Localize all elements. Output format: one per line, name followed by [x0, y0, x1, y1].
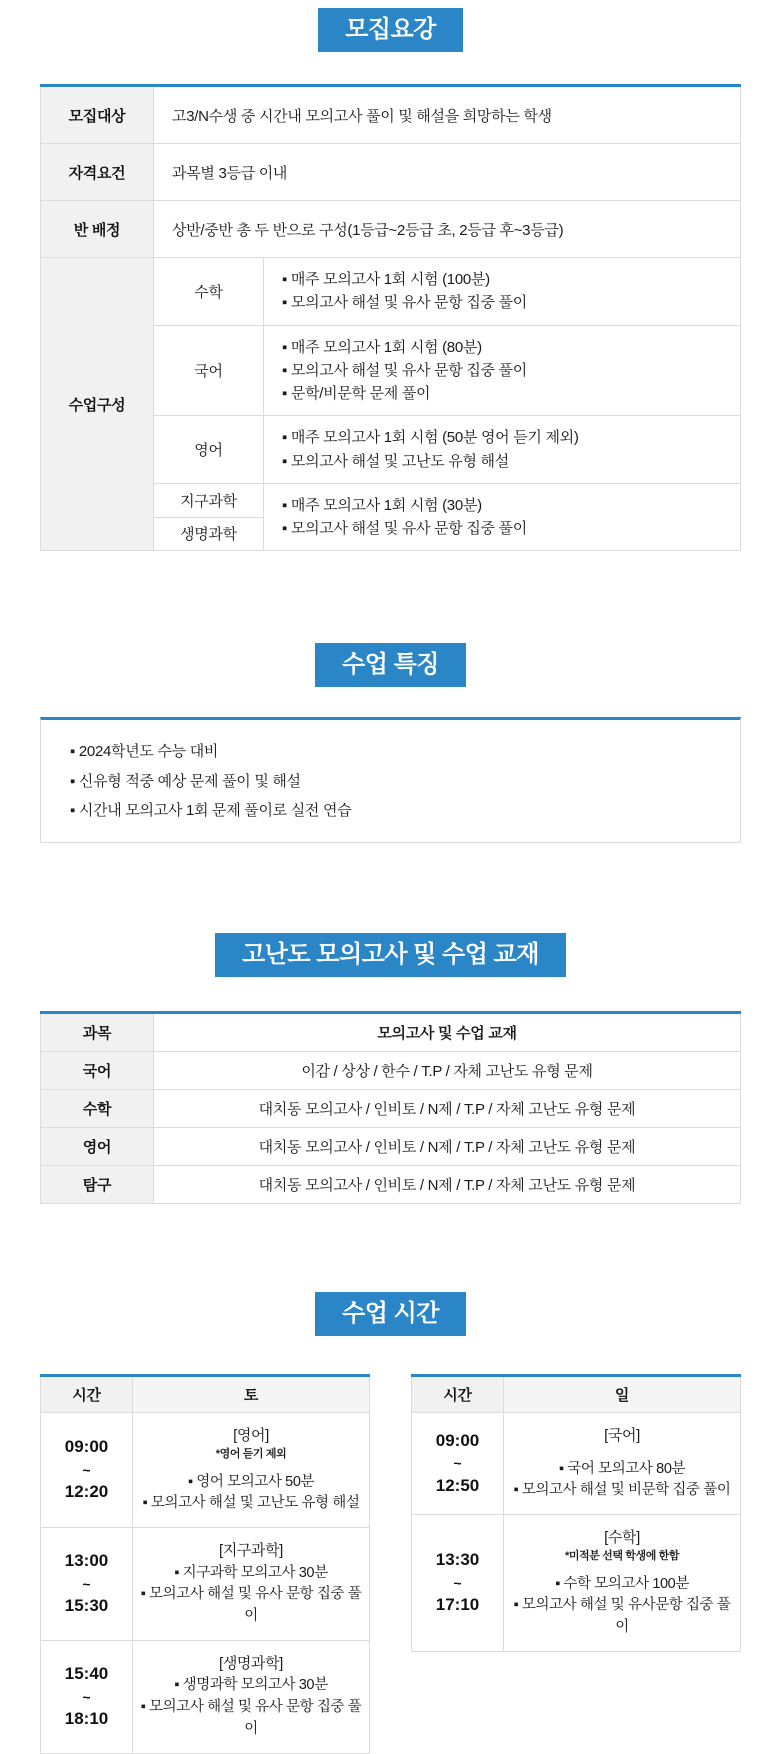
bullet-item: ▪ 매주 모의고사 1회 시험 (30분)	[282, 496, 482, 514]
time-end: 12:20	[64, 1482, 109, 1502]
row-label-target: 모집대상	[41, 86, 154, 144]
table-row	[41, 1052, 741, 1090]
time-tilde: ~	[82, 1688, 91, 1705]
lesson-items	[139, 1472, 363, 1516]
time-end: 15:30	[64, 1596, 109, 1616]
recruit-table	[40, 84, 741, 551]
features-box	[40, 717, 741, 843]
table-row	[41, 1528, 370, 1641]
table-header-row	[41, 1013, 741, 1052]
lesson-title: [생명과학]	[219, 1654, 283, 1672]
row-value-qualification: 과목별 3등급 이내	[154, 144, 741, 201]
bullet-item: ▪ 생명과학 모의고사 30분	[174, 1677, 328, 1694]
curriculum-english-items	[264, 416, 741, 484]
lesson-cell-life-science	[133, 1640, 370, 1753]
bullet-item: ▪ 모의고사 해설 및 유사 문항 집중 풀이	[282, 294, 527, 312]
table-row	[41, 258, 741, 326]
time-tilde: ~	[82, 1461, 91, 1478]
column-header-time: 시간	[41, 1376, 133, 1413]
table-row	[41, 86, 741, 144]
bullet-item: ▪ 모의고사 해설 및 유사 문항 집중 풀이	[140, 1699, 362, 1737]
bullet-item: ▪ 매주 모의고사 1회 시험 (50분 영어 듣기 제외)	[282, 429, 579, 447]
time-end: 17:10	[435, 1595, 480, 1615]
table-row	[41, 1413, 370, 1528]
table-row	[412, 1413, 741, 1515]
lesson-items	[510, 1574, 734, 1639]
bullet-item: ▪ 수학 모의고사 100분	[555, 1575, 689, 1592]
time-start: 13:30	[435, 1550, 480, 1570]
column-header-materials: 모의고사 및 수업 교재	[154, 1013, 741, 1052]
table-header-row	[412, 1376, 741, 1413]
lesson-cell-earth-science	[133, 1528, 370, 1641]
bullet-item: ▪ 영어 모의고사 50분	[187, 1473, 315, 1490]
curriculum-science-items	[264, 483, 741, 551]
lesson-items	[510, 1459, 734, 1503]
time-slot	[41, 1413, 133, 1528]
bullet-item: ▪ 지구과학 모의고사 30분	[174, 1564, 328, 1581]
time-tilde: ~	[453, 1574, 462, 1591]
section-badge-schedule: 수업 시간	[315, 1292, 466, 1336]
lesson-title: [영어]	[233, 1427, 269, 1444]
subject-life-science: 생명과학	[154, 517, 264, 551]
row-value-target: 고3/N수생 중 시간내 모의고사 풀이 및 해설을 희망하는 학생	[154, 86, 741, 144]
column-header-subject: 과목	[41, 1013, 154, 1052]
subject-korean: 국어	[154, 325, 264, 416]
bullet-item: ▪ 매주 모의고사 1회 시험 (80분)	[282, 338, 482, 356]
section-badge-recruit: 모집요강	[318, 8, 463, 52]
time-end: 18:10	[64, 1708, 109, 1728]
table-header-row	[41, 1376, 370, 1413]
time-slot	[41, 1640, 133, 1753]
time-start: 09:00	[64, 1437, 109, 1457]
table-row	[41, 144, 741, 201]
lesson-note: *영어 듣기 제외	[215, 1447, 287, 1460]
subject-english: 영어	[154, 416, 264, 484]
row-label-qualification: 자격요건	[41, 144, 154, 201]
section-badge-features: 수업 특징	[315, 643, 466, 687]
subject-math: 수학	[154, 258, 264, 326]
schedule-tables	[0, 1374, 781, 1754]
lesson-title: [국어]	[604, 1427, 640, 1444]
bullet-item: ▪ 모의고사 해설 및 비문학 집중 풀이	[513, 1482, 731, 1499]
column-header-time: 시간	[412, 1376, 504, 1413]
lesson-items	[139, 1675, 363, 1740]
materials-value-english: 대치동 모의고사 / 인비토 / N제 / T.P / 자체 고난도 유형 문제	[154, 1128, 741, 1166]
subject-earth-science: 지구과학	[154, 483, 264, 517]
bullet-item: ▪ 모의고사 해설 및 고난도 유형 해설	[282, 452, 509, 470]
lesson-cell-korean	[504, 1413, 741, 1515]
time-start: 13:00	[64, 1551, 109, 1571]
materials-subject-english: 영어	[41, 1128, 154, 1166]
time-start: 15:40	[64, 1664, 109, 1684]
bullet-item: ▪ 문학/비문학 문제 풀이	[282, 385, 431, 402]
bullet-item: ▪ 모의고사 해설 및 유사 문항 집중 풀이	[140, 1586, 362, 1625]
bullet-item: ▪ 매주 모의고사 1회 시험 (100분)	[282, 271, 490, 288]
materials-subject-inquiry: 탐구	[41, 1166, 154, 1204]
bullet-item: ▪ 모의고사 해설 및 유사 문항 집중 풀이	[282, 520, 527, 537]
table-row	[41, 1640, 370, 1753]
bullet-item: ▪ 시간내 모의고사 1회 문제 풀이로 실전 연습	[70, 801, 352, 819]
row-value-class-assignment: 상반/중반 총 두 반으로 구성(1등급~2등급 초, 2등급 후~3등급)	[154, 201, 741, 258]
bullet-item: ▪ 모의고사 해설 및 유사문항 집중 풀이	[513, 1597, 731, 1636]
table-row	[41, 1166, 741, 1204]
time-slot	[41, 1528, 133, 1641]
bullet-item: ▪ 모의고사 해설 및 고난도 유형 해설	[142, 1495, 360, 1512]
table-row	[41, 1128, 741, 1166]
schedule-table-saturday	[40, 1374, 370, 1754]
bullet-item: ▪ 국어 모의고사 80분	[558, 1460, 686, 1477]
time-tilde: ~	[453, 1455, 462, 1472]
time-start: 09:00	[435, 1430, 480, 1450]
lesson-items	[139, 1563, 363, 1628]
table-row	[41, 201, 741, 258]
lesson-cell-english	[133, 1413, 370, 1528]
time-slot	[412, 1413, 504, 1515]
bullet-item: ▪ 신유형 적중 예상 문제 풀이 및 해설	[70, 772, 301, 790]
lesson-title: [수학]	[604, 1529, 640, 1546]
table-row	[412, 1515, 741, 1652]
materials-subject-math: 수학	[41, 1090, 154, 1128]
materials-subject-korean: 국어	[41, 1052, 154, 1090]
section-badge-materials: 고난도 모의고사 및 수업 교재	[215, 933, 566, 977]
row-label-curriculum: 수업구성	[41, 258, 154, 551]
row-label-class-assignment: 반 배정	[41, 201, 154, 258]
column-header-sunday: 일	[504, 1376, 741, 1413]
schedule-table-sunday	[411, 1374, 741, 1652]
column-header-saturday: 토	[133, 1376, 370, 1413]
time-slot	[412, 1515, 504, 1652]
lesson-title: [지구과학]	[219, 1542, 283, 1560]
materials-value-inquiry: 대치동 모의고사 / 인비토 / N제 / T.P / 자체 고난도 유형 문제	[154, 1166, 741, 1204]
time-tilde: ~	[82, 1575, 91, 1592]
materials-value-korean: 이감 / 상상 / 한수 / T.P / 자체 고난도 유형 문제	[154, 1052, 741, 1090]
curriculum-korean-items	[264, 325, 741, 416]
materials-value-math: 대치동 모의고사 / 인비토 / N제 / T.P / 자체 고난도 유형 문제	[154, 1090, 741, 1128]
materials-table	[40, 1011, 741, 1204]
bullet-item: ▪ 모의고사 해설 및 유사 문항 집중 풀이	[282, 361, 527, 379]
table-row	[41, 1090, 741, 1128]
lesson-cell-math	[504, 1515, 741, 1652]
lesson-note: *미적분 선택 학생에 한함	[564, 1549, 680, 1562]
bullet-item: ▪ 2024학년도 수능 대비	[70, 743, 219, 761]
curriculum-math-items	[264, 258, 741, 326]
time-end: 12:50	[435, 1475, 480, 1495]
